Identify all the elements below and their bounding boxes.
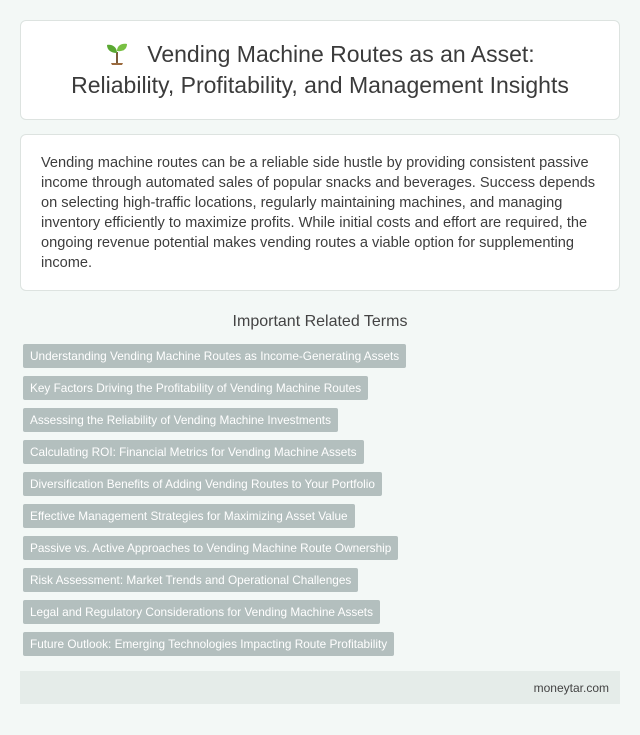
related-term-link[interactable]: Future Outlook: Emerging Technologies Impacting Route Profitability [23,632,394,656]
related-terms-heading: Important Related Terms [232,313,408,330]
page-title-line-2: Reliability, Profitability, and Management Insights [71,72,569,98]
related-term-link[interactable]: Effective Management Strategies for Maximizing Asset Value [23,504,355,528]
summary-card [20,134,620,291]
related-term-link[interactable]: Assessing the Reliability of Vending Machine Investments [23,408,338,432]
title-card [20,20,620,120]
sprout-icon [105,41,129,65]
page-title-text-1: Vending Machine Routes as an Asset: [147,41,535,67]
related-term-link[interactable]: Understanding Vending Machine Routes as Income-Generating Assets [23,344,406,368]
related-term-link[interactable]: Risk Assessment: Market Trends and Operational Challenges [23,568,358,592]
related-term-link[interactable]: Legal and Regulatory Considerations for Vending Machine Assets [23,600,380,624]
related-terms-list [23,344,623,664]
related-term-link[interactable]: Key Factors Driving the Profitability of Vending Machine Routes [23,376,368,400]
footer [20,671,620,704]
related-term-link[interactable]: Passive vs. Active Approaches to Vending Machine Route Ownership [23,536,398,560]
related-term-link[interactable]: Diversification Benefits of Adding Vending Routes to Your Portfolio [23,472,382,496]
related-term-link[interactable]: Calculating ROI: Financial Metrics for Vending Machine Assets [23,440,364,464]
footer-site-name[interactable]: moneytar.com [533,680,609,695]
page-title-line-1 [105,39,534,70]
summary-text: Vending machine routes can be a reliable side hustle by providing consistent passive income through automated sales of popular snacks and beverages. Success depends on selecting high-traffic locations, regularly maintaining machines, and managing inventory efficiently to maximize profits. While initial costs and effort are required, the ongoing revenue potential makes vending routes a viable option for supplementing income. [41,155,596,271]
